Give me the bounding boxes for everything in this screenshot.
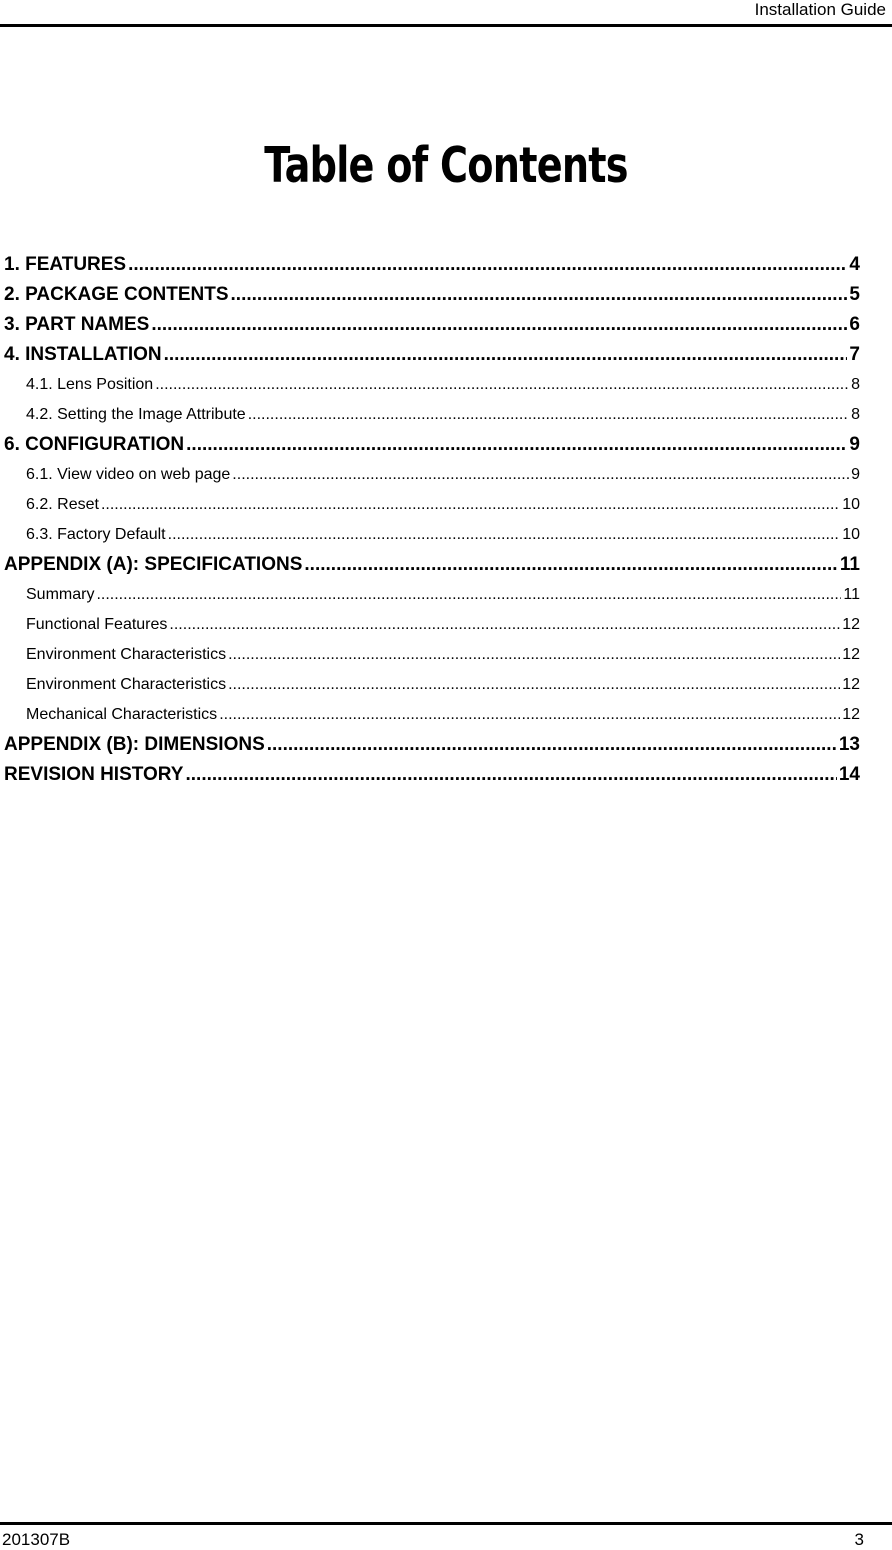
toc-entry-package-contents[interactable] <box>4 280 860 310</box>
toc-leader-dots <box>151 310 847 340</box>
toc-entry-label: 3. PART NAMES <box>4 314 150 335</box>
toc-page-number: 5 <box>849 284 860 305</box>
toc-entry-reset[interactable] <box>4 490 860 520</box>
toc-entry-configuration[interactable] <box>4 430 860 460</box>
toc-page-number: 13 <box>838 734 860 755</box>
toc-page-number: 8 <box>851 376 860 393</box>
toc-entry-label: 1. FEATURES <box>4 254 127 275</box>
toc-entry-label: Summary <box>26 586 95 603</box>
toc-page-number: 11 <box>843 586 860 603</box>
page-number: 3 <box>854 1530 864 1549</box>
footer-rule <box>0 1522 892 1525</box>
toc-entry-label: APPENDIX (A): SPECIFICATIONS <box>4 554 303 575</box>
toc-page-number: 12 <box>842 616 860 633</box>
toc-entry-label: Environment Characteristics <box>26 676 227 693</box>
toc-entry-mechanical-characteristics[interactable] <box>4 700 860 730</box>
header-rule <box>0 24 892 27</box>
toc-leader-dots <box>304 550 838 580</box>
toc-entry-label: 6.3. Factory Default <box>26 526 166 543</box>
toc-leader-dots <box>128 250 847 280</box>
toc-leader-dots <box>186 430 847 460</box>
toc-entry-label: 4.1. Lens Position <box>26 376 154 393</box>
toc-page-number: 9 <box>851 466 860 483</box>
toc-entry-view-video[interactable] <box>4 460 860 490</box>
toc-entry-lens-position[interactable] <box>4 370 860 400</box>
toc-entry-summary[interactable] <box>4 580 860 610</box>
running-header: Installation Guide <box>754 0 886 19</box>
toc-leader-dots <box>228 670 840 700</box>
toc-entry-functional-features[interactable] <box>4 610 860 640</box>
page-title: Table of Contents <box>264 137 628 194</box>
toc-page-number: 11 <box>839 554 860 575</box>
toc-leader-dots <box>155 370 849 400</box>
toc-entry-label: 4. INSTALLATION <box>4 344 162 365</box>
toc-page-number: 7 <box>849 344 860 365</box>
toc-entry-label: 6.2. Reset <box>26 496 99 513</box>
toc-entry-part-names[interactable] <box>4 310 860 340</box>
toc-entry-label: Environment Characteristics <box>26 646 227 663</box>
toc-leader-dots <box>248 400 849 430</box>
toc-entry-appendix-b[interactable] <box>4 730 860 760</box>
toc-entry-revision-history[interactable] <box>4 760 860 790</box>
toc-entry-installation[interactable] <box>4 340 860 370</box>
toc-leader-dots <box>232 460 849 490</box>
toc-page-number: 12 <box>842 706 860 723</box>
toc-entry-label: 6.1. View video on web page <box>26 466 231 483</box>
toc-entry-label: APPENDIX (B): DIMENSIONS <box>4 734 265 755</box>
toc-leader-dots <box>101 490 840 520</box>
toc-leader-dots <box>96 580 841 610</box>
toc-entry-factory-default[interactable] <box>4 520 860 550</box>
toc-leader-dots <box>219 700 840 730</box>
toc-entry-features[interactable] <box>4 250 860 280</box>
toc-leader-dots <box>231 280 848 310</box>
toc-page-number: 10 <box>842 526 860 543</box>
toc-page-number: 14 <box>838 764 860 785</box>
toc-page-number: 10 <box>842 496 860 513</box>
toc-entry-label: 6. CONFIGURATION <box>4 434 185 455</box>
toc-entry-label: 4.2. Setting the Image Attribute <box>26 406 246 423</box>
toc-page-number: 9 <box>849 434 860 455</box>
toc-entry-label: REVISION HISTORY <box>4 764 184 785</box>
toc-page-number: 12 <box>842 646 860 663</box>
table-of-contents <box>4 250 860 790</box>
toc-entry-label: Mechanical Characteristics <box>26 706 218 723</box>
toc-entry-environment-characteristics[interactable] <box>4 640 860 670</box>
toc-leader-dots <box>169 610 840 640</box>
toc-leader-dots <box>228 640 840 670</box>
document-code: 201307B <box>2 1530 71 1549</box>
toc-page-number: 12 <box>842 676 860 693</box>
toc-entry-image-attribute[interactable] <box>4 400 860 430</box>
toc-entry-label: Functional Features <box>26 616 168 633</box>
toc-leader-dots <box>267 730 837 760</box>
toc-leader-dots <box>185 760 836 790</box>
toc-entry-environment-characteristics[interactable] <box>4 670 860 700</box>
toc-page-number: 6 <box>849 314 860 335</box>
toc-page-number: 4 <box>849 254 860 275</box>
toc-page-number: 8 <box>851 406 860 423</box>
toc-entry-appendix-a[interactable] <box>4 550 860 580</box>
toc-leader-dots <box>168 520 841 550</box>
toc-leader-dots <box>164 340 848 370</box>
toc-entry-label: 2. PACKAGE CONTENTS <box>4 284 229 305</box>
